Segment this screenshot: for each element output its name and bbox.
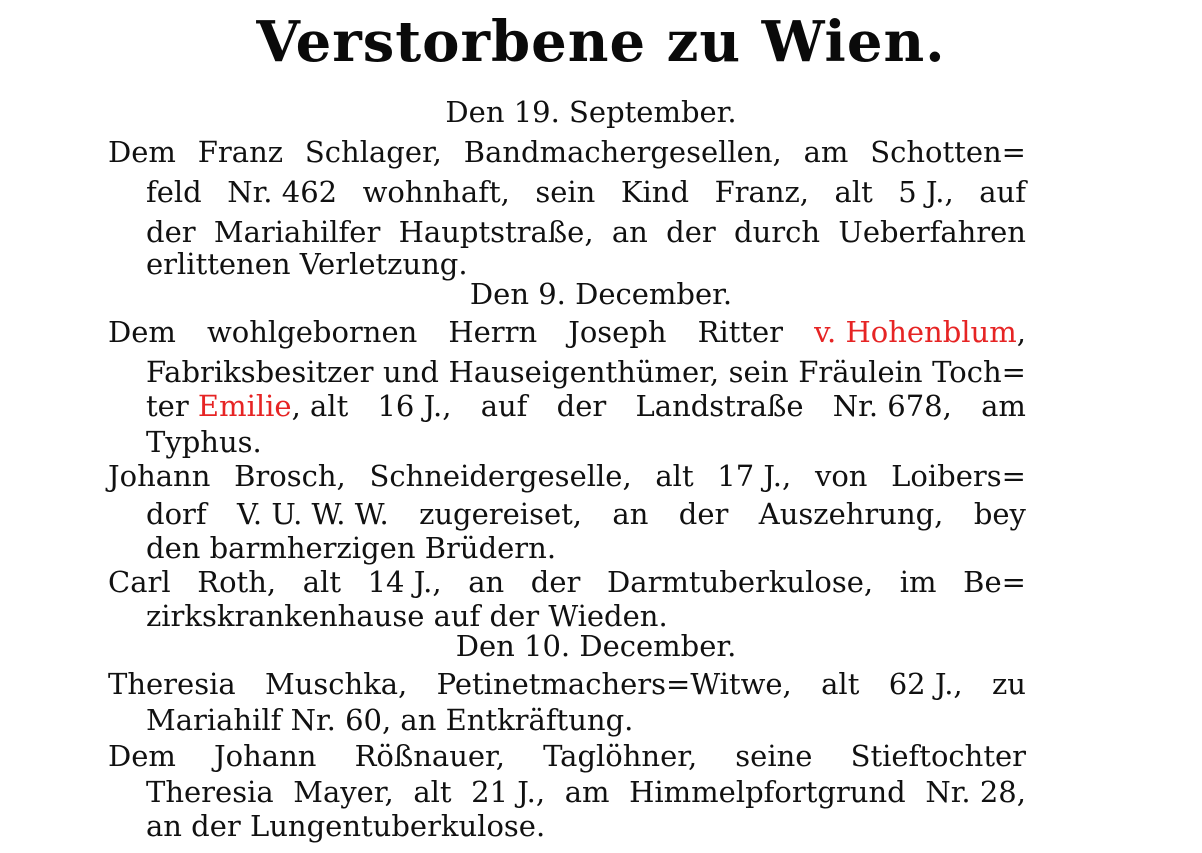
page-title: Verstorbene zu Wien.	[256, 9, 946, 75]
word: feld	[146, 175, 202, 209]
word: 14 J.,	[367, 565, 442, 599]
word: durch	[734, 215, 821, 249]
word: Fräulein	[798, 355, 923, 389]
word: Johann	[214, 739, 317, 773]
word: 21 J.,	[471, 775, 546, 809]
word: alt	[834, 175, 873, 209]
date-heading: Den 19. September.	[445, 95, 737, 129]
word: seine	[735, 739, 813, 773]
word: 5 J.,	[898, 175, 954, 209]
word: alt	[655, 459, 694, 493]
text-line: den barmherzigen Brüdern.	[146, 531, 557, 565]
text-line	[108, 132, 1026, 172]
word: Ritter	[697, 315, 784, 349]
text-line	[108, 736, 1026, 776]
word: sein	[728, 355, 789, 389]
word: Schlager,	[304, 135, 442, 169]
word: dorf	[146, 497, 207, 531]
word: Franz,	[714, 175, 810, 209]
word: sein	[535, 175, 596, 209]
word: am	[803, 135, 849, 169]
word: Theresia	[108, 667, 236, 701]
word: Nr. 462	[227, 175, 338, 209]
word: wohnhaft,	[362, 175, 510, 209]
highlight-text: v. Hohenblum	[814, 315, 1017, 349]
word: an	[468, 565, 505, 599]
word: Nr. 678,	[832, 389, 952, 423]
word: Auszehrung,	[758, 497, 944, 531]
text-line	[146, 172, 1026, 212]
text-line: Mariahilf Nr. 60, an Entkräftung.	[146, 703, 634, 737]
word: , alt	[291, 389, 349, 423]
word: bey	[973, 497, 1026, 531]
word: Dem	[108, 135, 176, 169]
word: der	[678, 497, 729, 531]
word: Loibers=	[891, 459, 1026, 493]
word: Roth,	[197, 565, 277, 599]
word: auf	[480, 389, 528, 423]
date-heading: Den 10. December.	[455, 629, 737, 663]
word: Toch=	[932, 355, 1026, 389]
text-line: erlittenen Verletzung.	[146, 247, 468, 281]
date-heading: Den 9. December.	[469, 277, 733, 311]
word: der	[666, 215, 716, 249]
word: 16 J.,	[377, 389, 452, 423]
highlight-text: Emilie	[197, 389, 292, 423]
word: im	[899, 565, 937, 599]
text-line: Typhus.	[146, 425, 262, 459]
word: 17 J.,	[717, 459, 792, 493]
word: Kind	[620, 175, 690, 209]
word: Muschka,	[265, 667, 408, 701]
word: Be=	[963, 565, 1026, 599]
word: Joseph	[568, 315, 667, 349]
word: zu	[992, 667, 1026, 701]
word: Mariahilfer	[213, 215, 381, 249]
word: alt	[413, 775, 452, 809]
word: Himmelpfortgrund	[629, 775, 906, 809]
word: alt	[821, 667, 860, 701]
word: Petinetmachers=Witwe,	[436, 667, 792, 701]
text-line	[146, 386, 1026, 426]
text-line: an der Lungentuberkulose.	[146, 809, 546, 843]
word: Rößnauer,	[354, 739, 505, 773]
word: Stieftochter	[850, 739, 1026, 773]
word: und	[383, 355, 439, 389]
word: Dem	[108, 739, 176, 773]
word: Landstraße	[635, 389, 804, 423]
highlighted-name	[814, 312, 1026, 352]
word: Taglöhner,	[543, 739, 698, 773]
word: Hauptstraße,	[398, 215, 594, 249]
word: 62 J.,	[888, 667, 963, 701]
word: an	[611, 215, 648, 249]
word: Franz	[197, 135, 284, 169]
text-line: zirkskrankenhause auf der Wieden.	[146, 599, 668, 633]
word: Brosch,	[234, 459, 346, 493]
word: alt	[302, 565, 341, 599]
word: Schotten=	[870, 135, 1026, 169]
word: an	[612, 497, 649, 531]
word: ,	[1016, 315, 1026, 349]
word: ter	[146, 389, 189, 423]
word: Mayer,	[293, 775, 394, 809]
word: Ueberfahren	[838, 215, 1026, 249]
word: Herrn	[448, 315, 538, 349]
word: Johann	[108, 459, 211, 493]
word: Theresia	[146, 775, 274, 809]
word: Hauseigenthümer,	[448, 355, 720, 389]
text-line	[108, 664, 1026, 704]
word: Carl	[108, 565, 171, 599]
text-line	[108, 456, 1026, 496]
word: V. U. W. W.	[237, 497, 389, 531]
word: am	[564, 775, 610, 809]
word: wohlgebornen	[206, 315, 418, 349]
word: von	[814, 459, 868, 493]
highlighted-name	[146, 386, 348, 426]
word: Schneidergeselle,	[369, 459, 632, 493]
word: am	[981, 389, 1026, 423]
word: der	[146, 215, 196, 249]
word: Dem	[108, 315, 176, 349]
text-line	[108, 312, 1026, 352]
word: der	[556, 389, 607, 423]
word: zugereiset,	[419, 497, 582, 531]
word: Nr. 28,	[925, 775, 1026, 809]
word: Bandmachergesellen,	[463, 135, 782, 169]
word: der	[530, 565, 581, 599]
word: Darmtuberkulose,	[607, 565, 874, 599]
word: Fabriksbesitzer	[146, 355, 374, 389]
word: auf	[979, 175, 1026, 209]
